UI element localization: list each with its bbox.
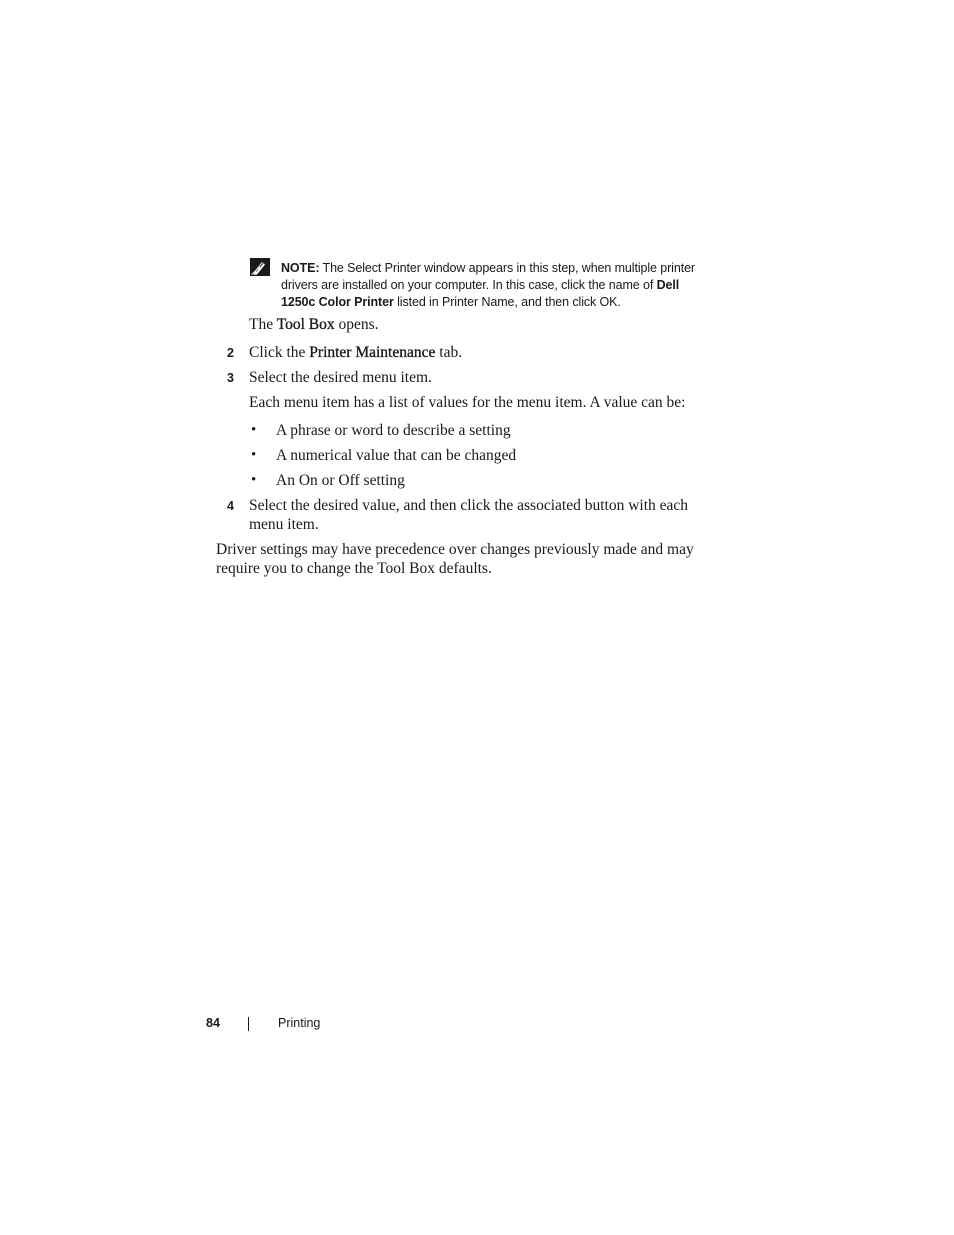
footer-separator: [248, 1017, 249, 1031]
toolbox-opens-line: [249, 316, 379, 334]
note-text-1: The Select Printer window appears in this step, when multiple printer: [322, 261, 695, 275]
step-3-text: Select the desired menu item.: [249, 369, 432, 386]
note-text-3: listed in Printer Name, and then click OK.: [393, 295, 621, 309]
note-label: NOTE:: [281, 261, 320, 275]
closing-line-2: require you to change the Tool Box defaults.: [216, 560, 492, 577]
toolbox-name: Tool Box: [276, 316, 335, 333]
toolbox-post: opens.: [334, 316, 379, 333]
page-number: 84: [206, 1016, 220, 1030]
step-2-tab-name: Printer Maintenance: [309, 344, 436, 361]
step-4-line-2: menu item.: [249, 516, 319, 533]
note-text-2: drivers are installed on your computer. In this case, click the name of: [281, 278, 657, 292]
note-printer-name-part2: 1250c Color Printer: [281, 295, 394, 309]
bullet-glyph-3: •: [251, 472, 257, 488]
bullet-glyph-1: •: [251, 422, 257, 438]
step-number-3: 3: [227, 371, 234, 385]
step-2-post: tab.: [435, 344, 463, 361]
step-4-line-1: Select the desired value, and then click the associated button with each: [249, 497, 689, 514]
note-line-1: [281, 261, 695, 275]
step-3-detail: Each menu item has a list of values for the menu item. A value can be:: [249, 394, 686, 411]
footer-section-title: Printing: [278, 1016, 321, 1030]
note-line-2: [281, 278, 679, 292]
bullet-glyph-2: •: [251, 447, 257, 463]
step-number-4: 4: [227, 499, 234, 513]
step-2-text: [249, 344, 462, 362]
closing-line-1: Driver settings may have precedence over changes previously made and may: [216, 541, 694, 558]
step-2-pre: Click the: [249, 344, 310, 361]
bullet-item-2: A numerical value that can be changed: [276, 447, 517, 464]
toolbox-pre: The: [249, 316, 277, 333]
step-number-2: 2: [227, 346, 234, 360]
bullet-item-1: A phrase or word to describe a setting: [276, 422, 511, 439]
note-line-3: [281, 295, 621, 309]
note-pencil-icon: [250, 258, 270, 276]
note-printer-name-part1: Dell: [656, 278, 680, 292]
bullet-item-3: An On or Off setting: [276, 472, 405, 489]
